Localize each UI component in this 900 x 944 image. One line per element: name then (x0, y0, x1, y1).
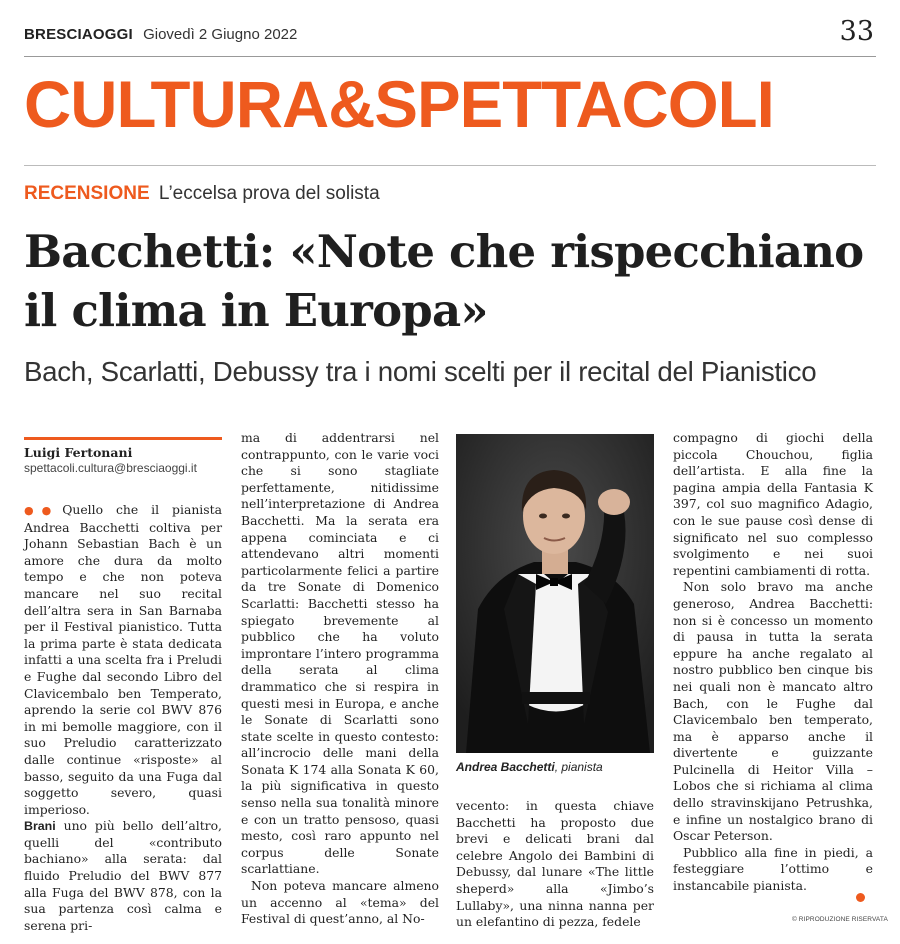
end-mark-icon (856, 893, 865, 902)
article-column-4 (673, 430, 873, 895)
article-column-3 (456, 798, 654, 931)
article-column-2 (241, 430, 439, 928)
byline-rule (24, 437, 222, 440)
article-paragraph: Pubblico alla fine in piedi, a festeggiare l’ottimo e instancabile pianista. (673, 844, 873, 894)
article-paragraph: ma di addentrarsi nel contrappunto, con le varie voci che si sono stagliate perfettamente, nitidissime nell’interpretazione di Andrea Bacchetti. Ma la serata era appena cominciata e ci attendevano altri momenti particolarmente felici a partire da tre Sonate di Domenico Scarlatti: Bacchetti stesso ha spiegato brevemente al pubblico che ha voluto improntare l’intero programma della serata al clima drammatico che si respira in questi mesi in Europa, e anche le Sonate di Scarlatti sono state scelte in questo contesto: all’incrocio delle mani della Sonata K 174 alla Sonata K 60, la più significativa in questo senso nella sua tonalità minore e con un tratto pensoso, quasi mesto, così raro appunto nel corpus delle Sonate scarlattiane. (241, 430, 439, 877)
paragraph-text: Quello che il pianista Andrea Bacchetti coltiva per Johann Sebastian Bach è un amore che dura da molto tempo e che non poteva mancare nel suo recital dell’altra sera in San Barnaba per il Festival pianistico. Tutta la prima parte è stata dedicata infatti a una scelta fra i Preludi e Fughe dal secondo Libro del Clavicembalo ben Temperato, aprendo la serie col BWV 876 in mi bemolle maggiore, con il suo Preludio caratterizzato dalle continue «risposte» al basso, seguito da una Fuga dal soggetto severo, quasi imperioso. (24, 502, 222, 817)
headline-line-2: il clima in Europa» (24, 284, 488, 337)
section-title: CULTURA&SPETTACOLI (24, 67, 774, 141)
kicker (24, 183, 380, 205)
kicker-text: L’eccelsa prova del solista (158, 183, 380, 204)
section-divider (24, 165, 876, 166)
article-column-1 (24, 502, 222, 934)
headline (24, 222, 884, 340)
author-name: Luigi Fertonani (24, 445, 133, 460)
article-paragraph: compagno di giochi della piccola Chouchou, figlia dell’artista. E alla fine la pagina ampia della Fantasia K 397, col suo magnifico Adagio, con le sue pause così dense di significato nel suo complesso svolgimento e nei suoi repentini cambiamenti di rotta. (673, 430, 873, 578)
newspaper-name: BRESCIAOGGI (24, 26, 133, 43)
headline-line-1: Bacchetti: «Note che rispecchiano (24, 225, 864, 278)
masthead (24, 26, 297, 43)
caption-name: Andrea Bacchetti (456, 760, 555, 774)
lead-dots-icon: ●● (24, 504, 60, 517)
kicker-tag: RECENSIONE (24, 183, 150, 204)
article-paragraph: Non poteva mancare almeno un accenno al «tema» del Festival di quest’anno, al No- (241, 878, 439, 927)
article-paragraph (24, 818, 222, 934)
article-paragraph: Non solo bravo ma anche generoso, Andrea Bacchetti: non si è concesso un momento di pausa in tutta la serata eppure ha anche regalato al nostro pubblico ben cinque bis nei quali non è mancato altro Bach, con le Fughe dal Clavicembalo ben temperato, ma è apparso anche il divertente e guizzante Pulcinella di Heitor Villa – Lobos che si richiama al clima dello stravinskijano Petrushka, e infine un nostalgico brano di Oscar Peterson. (673, 579, 873, 844)
page-number: 33 (839, 16, 874, 47)
article-paragraph (24, 502, 222, 818)
article-paragraph: vecento: in questa chiave Bacchetti ha proposto due brevi e delicati brani dal celebre Angolo dei Bambini di Debussy, dal lunare «The little sheperd» alla «Jimbo’s Lullaby», una ninna nanna per un elefantino di pezza, fedele (456, 798, 654, 930)
pianist-photo (456, 434, 654, 753)
copyright-notice: © RIPRODUZIONE RISERVATA (792, 916, 888, 923)
pianist-portrait-icon (456, 434, 654, 753)
caption-role: , pianista (554, 760, 603, 774)
photo-caption (456, 760, 654, 774)
masthead-divider (24, 56, 876, 57)
author-email[interactable]: spettacoli.cultura@bresciaoggi.it (24, 461, 197, 475)
paragraph-text: uno più bello dell’altro, quelli del «contributo bachiano» alla serata: dal fluido Preludio del BWV 877 alla Fuga del BWV 878, con la sua partenza così calma e serena pri- (24, 818, 222, 933)
issue-date: Giovedì 2 Giugno 2022 (143, 26, 298, 43)
paragraph-lead: Brani (24, 819, 56, 834)
subheadline: Bach, Scarlatti, Debussy tra i nomi scelti per il recital del Pianistico (24, 356, 817, 387)
